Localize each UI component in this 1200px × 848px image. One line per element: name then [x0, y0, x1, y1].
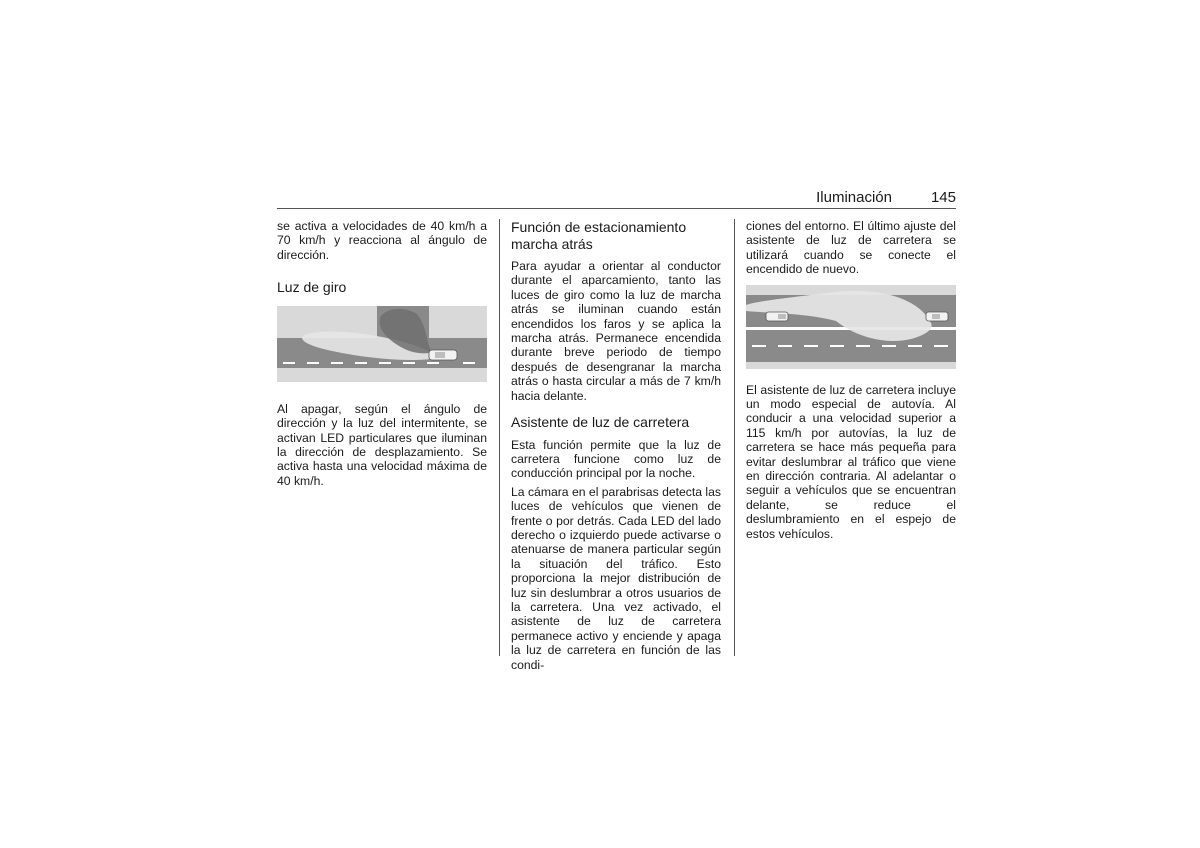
heading-luz-de-giro: Luz de giro — [277, 279, 347, 296]
body-paragraph: Esta función permite que la luz de carretera funcione como luz de conducción principal por la noche. — [511, 437, 721, 481]
column-divider — [734, 219, 735, 656]
column-middle — [511, 219, 721, 672]
body-paragraph: se activa a velocidades de 40 km/h a 70 km/h y reacciona al ángulo de dirección. — [277, 219, 487, 262]
heading-asistente-luz-carretera: Asistente de luz de carretera — [511, 414, 690, 431]
column-divider — [499, 219, 500, 656]
body-paragraph: Para ayudar a orientar al conductor durante el aparcamiento, tanto las luces de giro como la luz de marcha atrás se iluminan cuando están encendidos los faros y se aplica la marcha atrás. Permanece encendida durante breve periodo de tiempo después de desengranar la marcha atrás o hasta circular a más de 7 km/h hacia delante. — [511, 259, 721, 403]
body-paragraph: ciones del entorno. El último ajuste del asistente de luz de carretera se utilizará cuando se conecte el encendido de nuevo. — [746, 219, 956, 277]
column-right — [746, 219, 956, 541]
page-number: 145 — [930, 189, 956, 206]
high-beam-assist-illustration — [746, 285, 956, 369]
section-title: Iluminación — [816, 189, 892, 206]
body-paragraph: El asistente de luz de carretera incluye un modo especial de autovía. Al conducir a una velocidad superior a 115 km/h por autovías, la luz de carretera se hace más pequeña para evitar deslumbrar al tráfico que viene en dirección contraria. Al adelantar o seguir a vehículos que se encuentran delante, se reduce el deslumbramiento en el espejo de estos vehículos. — [746, 382, 956, 541]
page-header — [277, 188, 956, 209]
turn-light-illustration — [277, 306, 487, 392]
body-paragraph: Al apagar, según el ángulo de dirección y la luz del intermitente, se activan LED particulares que iluminan la dirección de desplazamiento. Se activa hasta una velocidad máxima de 40 km/h. — [277, 401, 487, 488]
heading-estacionamiento-marcha-atras: Función de estacionamiento marcha atrás — [511, 219, 687, 252]
column-left — [277, 219, 487, 488]
body-paragraph: La cámara en el parabrisas detecta las luces de vehículos que vienen de frente o por detrás. Cada LED del lado derecho o izquierdo puede activarse o atenuarse de manera particular según la situación del tráfico. Esto proporciona la mejor distribución de luz sin deslumbrar a otros usuarios de la carretera. Una vez activado, el asistente de luz de carretera permanece activo y enciende y apaga la luz de carretera en función de las condi- — [511, 484, 722, 672]
